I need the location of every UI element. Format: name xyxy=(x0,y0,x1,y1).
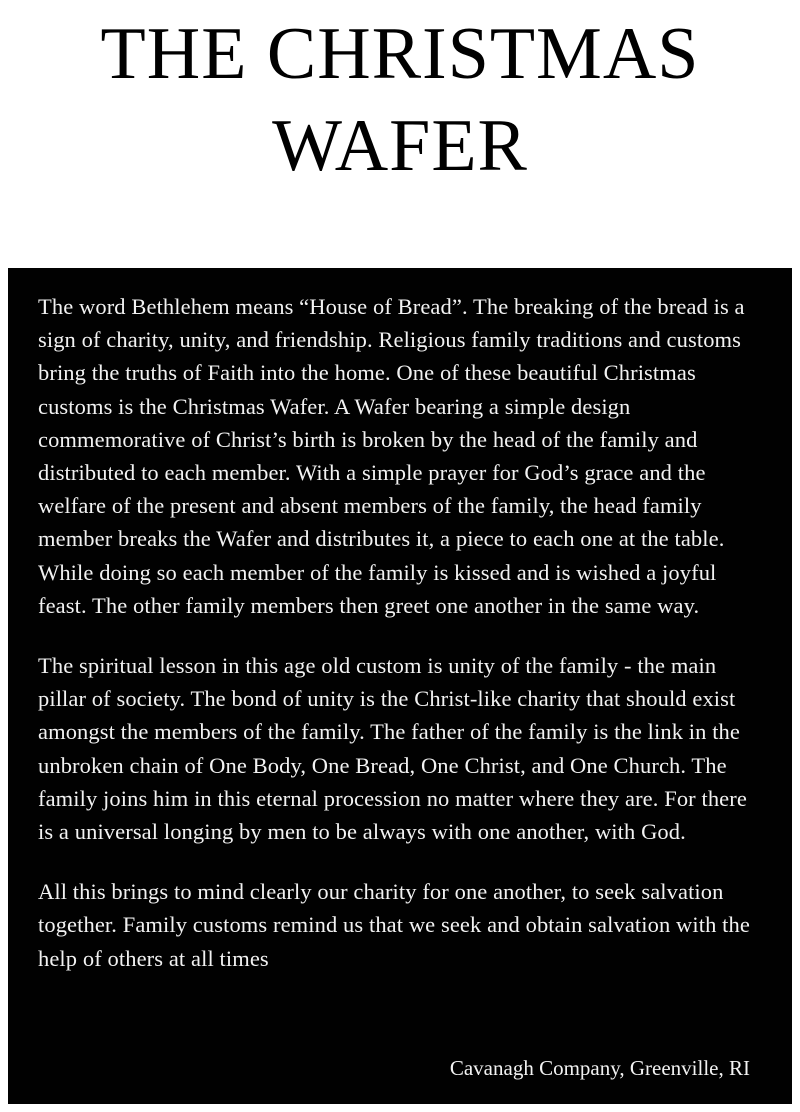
title-line-2: WAFER xyxy=(272,105,528,187)
publisher-credit: Cavanagh Company, Greenville, RI xyxy=(449,1056,750,1080)
paragraph-3: All this brings to mind clearly our charity for one another, to seek salvation together. Family customs remind us that we seek and obtain salvation with the help of others at all times xyxy=(38,879,750,971)
title-line-1: THE CHRISTMAS xyxy=(100,13,700,95)
page-title xyxy=(0,8,800,192)
right-margin xyxy=(792,0,800,1112)
text-panel xyxy=(8,268,792,1104)
paragraph-2: The spiritual lesson in this age old custom is unity of the family - the main pillar of society. The bond of unity is the Christ-like charity that should exist amongst the members of the family. The father of the family is the link in the unbroken chain of One Body, One Bread, One Christ, and One Church. The family joins him in this eternal procession no matter where they are. For there is a universal longing by men to be always with one another, with God. xyxy=(38,653,747,845)
left-margin xyxy=(0,0,8,1112)
paragraph-1: The word Bethlehem means “House of Bread”. The breaking of the bread is a sign of charity, unity, and friendship. Religious family traditions and customs bring the truths of Faith into the home. One of these beautiful Christmas customs is the Christmas Wafer. A Wafer bearing a simple design commemorative of Christ’s birth is broken by the head of the family and distributed to each member. With a simple prayer for God’s grace and the welfare of the present and absent members of the family, the head family member breaks the Wafer and distributes it, a piece to each one at the table. While doing so each member of the family is kissed and is wished a joyful feast. The other family members then greet one another in the same way. xyxy=(38,294,745,618)
